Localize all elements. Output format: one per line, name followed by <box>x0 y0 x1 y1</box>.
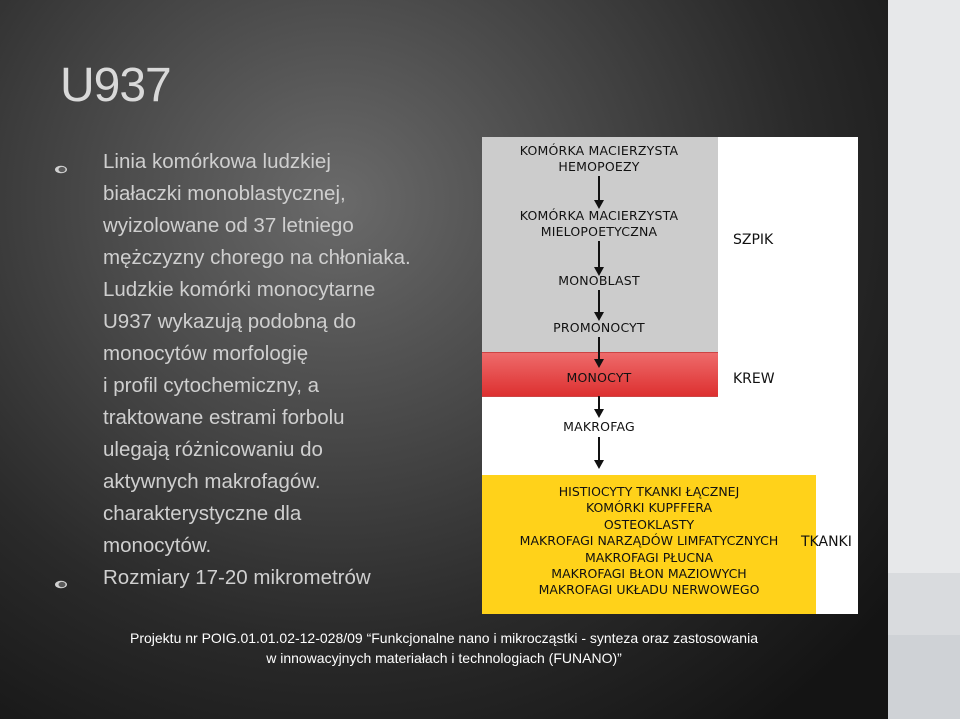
makrofag-label: MAKROFAG <box>563 419 635 434</box>
arrow-head <box>594 359 604 368</box>
arrow-head <box>594 460 604 469</box>
arrow-head <box>594 409 604 418</box>
text-line: ulegają różnicowaniu do <box>103 438 323 461</box>
text-line: Rozmiary 17-20 mikrometrów <box>103 566 371 589</box>
panel-block <box>888 635 960 719</box>
arrow-line <box>598 396 600 410</box>
text-line: mężczyzny chorego na chłoniaka. <box>103 246 411 269</box>
bullet-icon <box>54 580 68 589</box>
tissue-cell-label: MAKROFAGI BŁON MAZIOWYCH <box>551 566 747 581</box>
text-line: i profil cytochemiczny, a <box>103 374 320 397</box>
slide-title: U937 <box>60 59 171 112</box>
zone-label-tkanki: TKANKI <box>801 534 852 550</box>
tissue-cell-label: OSTEOKLASTY <box>603 517 695 532</box>
text-line: monocytów morfologię <box>103 342 309 365</box>
text-line: Ludzkie komórki monocytarne <box>103 278 376 301</box>
label-line: KOMÓRKA MACIERZYSTA <box>519 208 679 223</box>
monocyt-label: MONOCYT <box>566 370 632 385</box>
label-line: HEMOPOEZY <box>558 159 640 174</box>
text-line: traktowane estrami forbolu <box>103 406 345 429</box>
arrow-line <box>598 290 600 313</box>
text-line: wyizolowane od 37 letniego <box>103 214 354 237</box>
label-line: KOMÓRKA MACIERZYSTA <box>519 143 679 158</box>
zone-label-szpik: SZPIK <box>733 232 774 248</box>
text-line: monocytów. <box>103 534 212 557</box>
stem-cell-hemopoiesis-label <box>496 143 702 175</box>
tissue-cell-label: MAKROFAGI PŁUCNA <box>584 550 714 565</box>
panel-block <box>888 573 960 635</box>
zone-label-krew: KREW <box>733 371 775 387</box>
text-line: białaczki monoblastycznej, <box>103 182 346 205</box>
text-line: Linia komórkowa ludzkiej <box>103 150 331 173</box>
arrow-line <box>598 337 600 360</box>
text-line: aktywnych makrofagów. <box>103 470 321 493</box>
arrow-line <box>598 241 600 268</box>
text-line: charakterystyczne dla <box>103 502 302 525</box>
bullet-text-description <box>103 146 411 562</box>
monoblast-label: MONOBLAST <box>558 273 640 288</box>
promonocyt-label: PROMONOCYT <box>553 320 645 335</box>
stem-cell-myelopoiesis-label <box>496 208 702 240</box>
label-line: MIELOPOETYCZNA <box>540 224 658 239</box>
tissue-cell-label: HISTIOCYTY TKANKI ŁĄCZNEJ <box>558 484 740 499</box>
tissue-cell-label: KOMÓRKI KUPFFERA <box>585 500 713 515</box>
arrow-line <box>598 437 600 461</box>
footer-line: Projektu nr POIG.01.01.02-12-028/09 “Funkcjonalne nano i mikrocząstki - synteza oraz zastosowania <box>130 630 758 646</box>
hematopoiesis-diagram <box>482 137 858 614</box>
tissue-cell-label: MAKROFAGI UKŁADU NERWOWEGO <box>538 582 760 597</box>
footer-line: w innowacyjnych materiałach i technologiach (FUNANO)” <box>266 650 622 666</box>
bullet-icon <box>54 165 68 174</box>
arrow-line <box>598 176 600 201</box>
tissue-cell-label: MAKROFAGI NARZĄDÓW LIMFATYCZNYCH <box>519 533 779 548</box>
bullet-text-size <box>103 562 371 594</box>
text-line: U937 wykazują podobną do <box>103 310 357 333</box>
